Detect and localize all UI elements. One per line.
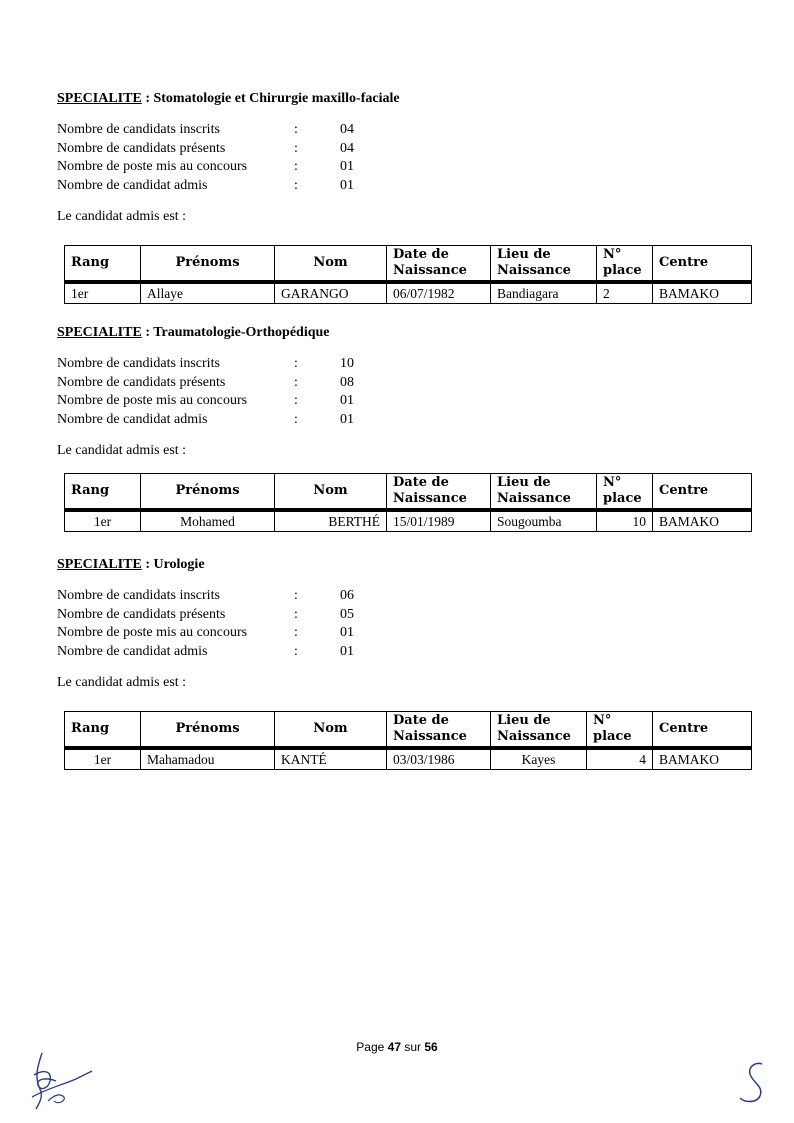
admis-line: Le candidat admis est : — [57, 209, 187, 224]
admis-line: Le candidat admis est : — [57, 675, 187, 690]
stats-block — [57, 587, 757, 661]
stat-value: 01 — [340, 411, 354, 427]
stat-label: Nombre de poste mis au concours — [57, 159, 248, 174]
stat-presents — [57, 606, 757, 625]
section-traumatologie — [57, 323, 757, 460]
section-stomatologie — [57, 89, 757, 226]
stat-admis — [57, 177, 757, 196]
footer-total-pages: 56 — [424, 1040, 438, 1054]
cell-prenoms: Mohamed — [141, 510, 275, 532]
results-table-stomatologie — [64, 245, 752, 304]
cell-prenoms: Mahamadou — [141, 748, 275, 770]
stat-label: Nombre de poste mis au concours — [57, 625, 248, 640]
specialite-label: SPECIALITE — [57, 325, 142, 340]
header-place-line2: place — [603, 263, 642, 278]
signature-right — [734, 1058, 774, 1108]
table-header-row — [65, 474, 752, 511]
stats-block — [57, 355, 757, 429]
header-place-line2: place — [593, 729, 632, 744]
cell-nom: KANTÉ — [275, 748, 387, 770]
stat-postes — [57, 624, 757, 643]
table-row — [65, 748, 752, 770]
header-date — [387, 712, 491, 749]
header-prenoms: Prénoms — [141, 474, 275, 511]
header-date — [387, 474, 491, 511]
cell-place: 10 — [597, 510, 653, 532]
stats-block — [57, 121, 757, 195]
cell-prenoms: Allaye — [141, 282, 275, 304]
stat-value: 01 — [340, 643, 354, 659]
stat-inscrits — [57, 355, 757, 374]
stat-label: Nombre de poste mis au concours — [57, 393, 248, 408]
stat-label: Nombre de candidats présents — [57, 374, 226, 390]
results-table-traumatologie — [64, 473, 752, 532]
cell-rang: 1er — [65, 282, 141, 304]
stat-label: Nombre de candidats inscrits — [57, 356, 220, 371]
header-rang: Rang — [65, 246, 141, 283]
stat-presents — [57, 374, 757, 393]
cell-date: 03/03/1986 — [387, 748, 491, 770]
cell-lieu: Kayes — [491, 748, 587, 770]
header-centre: Centre — [653, 712, 752, 749]
stat-label: Nombre de candidats inscrits — [57, 122, 220, 137]
header-place-line2: place — [603, 491, 642, 506]
cell-rang: 1er — [65, 510, 141, 532]
signature-left — [28, 1045, 98, 1115]
stat-inscrits — [57, 121, 757, 140]
stat-value: 01 — [340, 393, 354, 408]
specialite-title — [57, 323, 757, 343]
header-nom: Nom — [275, 246, 387, 283]
results-table-urologie — [64, 711, 752, 770]
header-rang: Rang — [65, 474, 141, 511]
stat-colon: : — [294, 625, 298, 640]
cell-lieu: Sougoumba — [491, 510, 597, 532]
stat-colon: : — [294, 606, 298, 622]
stat-value: 04 — [340, 140, 354, 156]
table-header-row — [65, 712, 752, 749]
header-date-line2: Naissance — [393, 729, 467, 744]
specialite-label: SPECIALITE — [57, 91, 142, 106]
admis-line: Le candidat admis est : — [57, 443, 187, 458]
cell-centre: BAMAKO — [653, 748, 752, 770]
stat-postes — [57, 392, 757, 411]
footer-current-page: 47 — [387, 1040, 401, 1054]
stat-value: 05 — [340, 606, 354, 622]
stat-value: 01 — [340, 177, 354, 193]
stat-label: Nombre de candidats présents — [57, 140, 226, 156]
stat-postes — [57, 158, 757, 177]
stat-admis — [57, 643, 757, 662]
section-urologie — [57, 555, 757, 692]
footer-prefix: Page — [356, 1040, 385, 1054]
specialite-name: : Stomatologie et Chirurgie maxillo-faciale — [145, 91, 400, 106]
cell-date: 06/07/1982 — [387, 282, 491, 304]
stat-colon: : — [294, 588, 298, 603]
stat-label: Nombre de candidat admis — [57, 177, 208, 193]
stat-colon: : — [294, 356, 298, 371]
specialite-title — [57, 555, 757, 575]
stat-value: 04 — [340, 122, 354, 137]
specialite-name: : Urologie — [145, 557, 205, 572]
header-lieu-line2: Naissance — [497, 729, 571, 744]
table-row — [65, 510, 752, 532]
stat-colon: : — [294, 643, 298, 659]
header-lieu-line2: Naissance — [497, 263, 571, 278]
stat-inscrits — [57, 587, 757, 606]
stat-value: 06 — [340, 588, 354, 603]
page-footer — [0, 1040, 794, 1054]
stat-colon: : — [294, 140, 298, 156]
header-lieu-line1: Lieu de — [497, 247, 551, 262]
header-lieu-line1: Lieu de — [497, 475, 551, 490]
footer-middle: sur — [404, 1040, 422, 1054]
cell-place: 2 — [597, 282, 653, 304]
cell-centre: BAMAKO — [653, 510, 752, 532]
stat-value: 01 — [340, 159, 354, 174]
stat-value: 10 — [340, 356, 354, 371]
stat-colon: : — [294, 122, 298, 137]
header-date-line1: Date de — [393, 247, 449, 262]
header-date — [387, 246, 491, 283]
header-lieu — [491, 474, 597, 511]
cell-place: 4 — [587, 748, 653, 770]
stat-label: Nombre de candidats inscrits — [57, 588, 220, 603]
header-place — [587, 712, 653, 749]
header-lieu — [491, 246, 597, 283]
header-lieu-line2: Naissance — [497, 491, 571, 506]
specialite-title — [57, 89, 757, 109]
stat-label: Nombre de candidat admis — [57, 643, 208, 659]
header-place-line1: N° — [603, 247, 622, 262]
stat-value: 01 — [340, 625, 354, 640]
stat-presents — [57, 140, 757, 159]
stat-colon: : — [294, 374, 298, 390]
cell-lieu: Bandiagara — [491, 282, 597, 304]
cell-nom: BERTHÉ — [275, 510, 387, 532]
header-place-line1: N° — [593, 713, 612, 728]
header-date-line2: Naissance — [393, 263, 467, 278]
cell-centre: BAMAKO — [653, 282, 752, 304]
table-header-row — [65, 246, 752, 283]
header-prenoms: Prénoms — [141, 712, 275, 749]
header-centre: Centre — [653, 246, 752, 283]
stat-colon: : — [294, 411, 298, 427]
header-lieu-line1: Lieu de — [497, 713, 551, 728]
header-prenoms: Prénoms — [141, 246, 275, 283]
stat-admis — [57, 411, 757, 430]
stat-label: Nombre de candidats présents — [57, 606, 226, 622]
header-date-line1: Date de — [393, 475, 449, 490]
header-lieu — [491, 712, 587, 749]
specialite-name: : Traumatologie-Orthopédique — [145, 325, 330, 340]
header-date-line1: Date de — [393, 713, 449, 728]
header-place-line1: N° — [603, 475, 622, 490]
header-centre: Centre — [653, 474, 752, 511]
stat-value: 08 — [340, 374, 354, 390]
header-rang: Rang — [65, 712, 141, 749]
header-nom: Nom — [275, 474, 387, 511]
cell-date: 15/01/1989 — [387, 510, 491, 532]
cell-rang: 1er — [65, 748, 141, 770]
stat-colon: : — [294, 393, 298, 408]
header-nom: Nom — [275, 712, 387, 749]
header-place — [597, 246, 653, 283]
table-row — [65, 282, 752, 304]
header-date-line2: Naissance — [393, 491, 467, 506]
stat-colon: : — [294, 177, 298, 193]
stat-label: Nombre de candidat admis — [57, 411, 208, 427]
cell-nom: GARANGO — [275, 282, 387, 304]
header-place — [597, 474, 653, 511]
specialite-label: SPECIALITE — [57, 557, 142, 572]
stat-colon: : — [294, 159, 298, 174]
